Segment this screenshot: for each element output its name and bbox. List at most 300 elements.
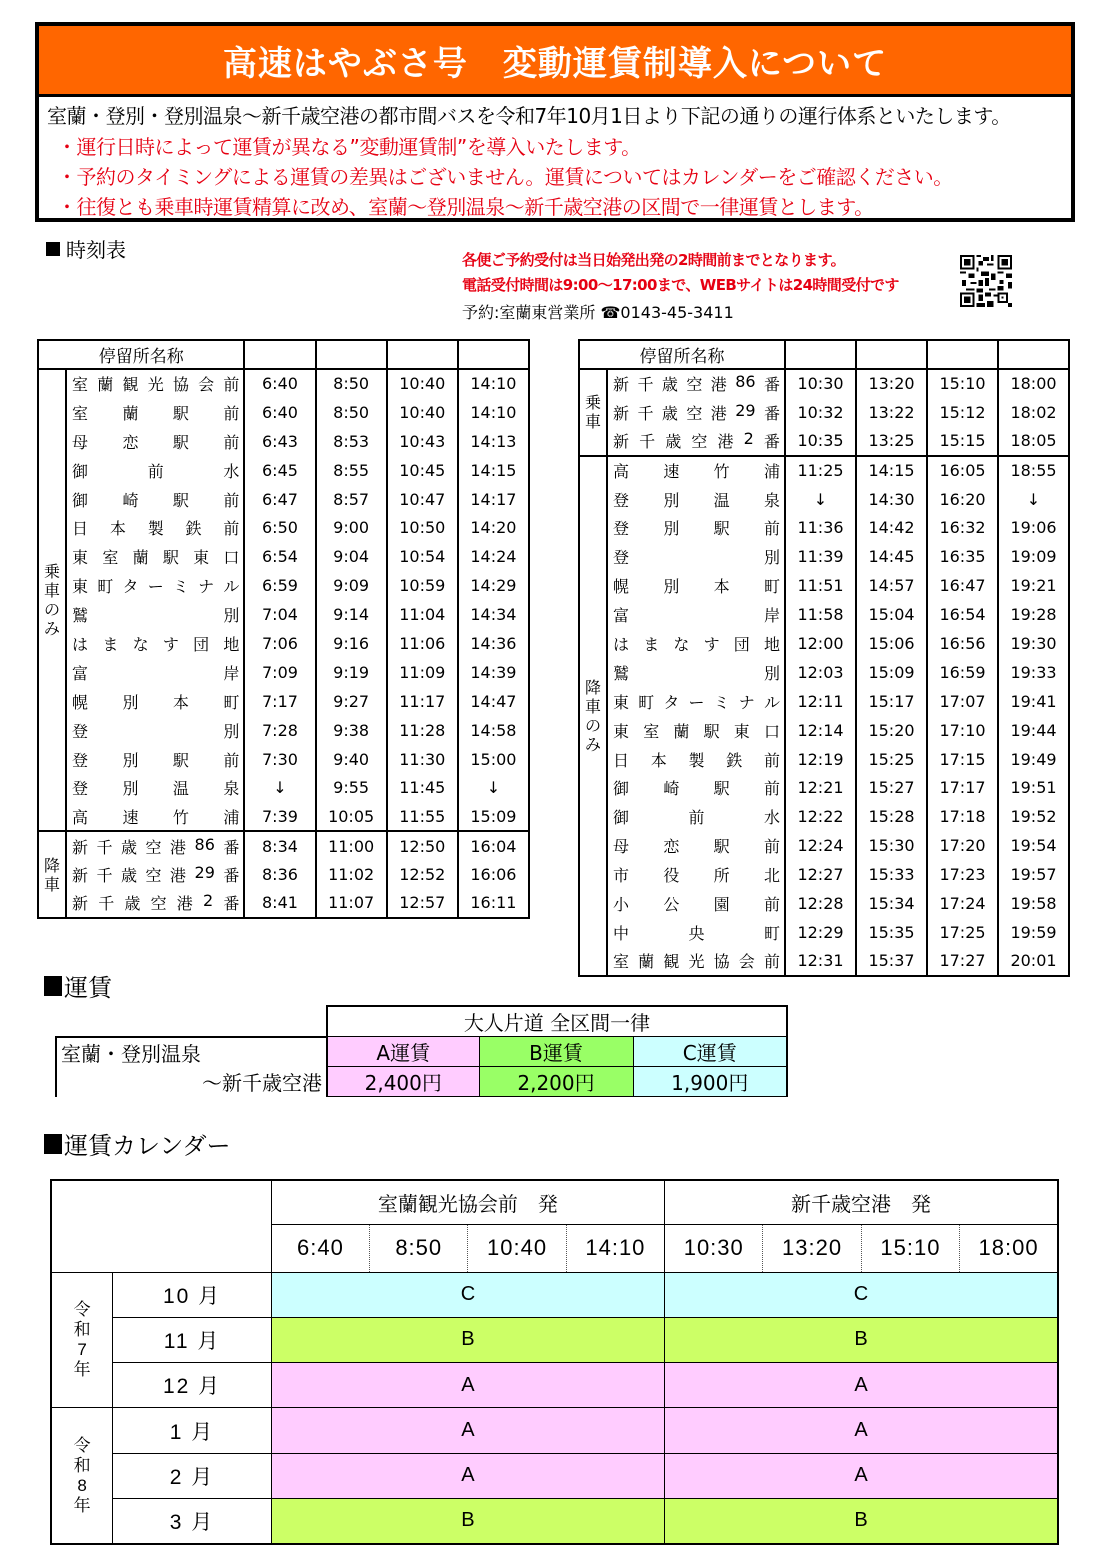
notice-box [35,22,1075,222]
departure-time-cell: 14:34 [458,600,529,629]
stop-name-char: 前 [223,519,240,539]
departure-time-cell: 13:25 [856,427,927,456]
departure-time-cell: 14:45 [856,542,927,571]
stop-name-char: 新 [613,403,630,423]
departure-time-cell: 12:22 [785,802,856,831]
departure-time-cell: ↓ [998,485,1069,514]
stop-name-char: 公 [663,894,680,914]
departure-time-cell: 9:16 [316,629,387,658]
departure-time-cell: 19:30 [998,629,1069,658]
departure-time-cell: 16:05 [927,456,998,485]
departure-time-cell: 14:30 [856,485,927,514]
group-label-char: 乗 [44,562,61,582]
table-row [38,513,529,542]
stop-name-char: 製 [147,519,164,539]
stop-name-char: 団 [193,634,210,654]
stop-name-char: 小 [613,894,630,914]
stop-name-char: 港 [710,403,727,423]
stop-name [607,513,785,542]
departure-chitose: 新千歳空港 発 [665,1180,1058,1224]
time-header [458,340,529,369]
stop-name-char: 町 [223,692,240,712]
stop-name-char: 観 [122,375,139,395]
stop-name-char: 空 [150,894,167,914]
stop-name [66,716,244,745]
stop-name-char: な [132,634,149,654]
departure-time-cell: 11:25 [785,456,856,485]
stop-name-char: 歳 [661,403,678,423]
departure-time-cell: 8:53 [316,427,387,456]
stop-name [607,485,785,514]
departure-time-cell: 10:30 [785,369,856,398]
departure-time-cell: 10:45 [387,456,458,485]
stop-name-char: 所 [713,866,730,886]
table-row [579,456,1069,485]
stop-name-char: 央 [688,923,705,943]
stop-name-char: 本 [172,692,189,712]
departure-time-cell: 15:15 [927,427,998,456]
fare-header: 大人片道 全区間一律 [327,1006,787,1037]
era-char: 令 [73,1435,91,1455]
era-label [51,1408,113,1544]
departure-time: 18:00 [960,1224,1058,1272]
stop-name-char: タ [663,692,680,712]
departure-time-cell: ↓ [244,773,315,802]
stop-name-char: ミ [172,577,189,597]
table-row [579,831,1069,860]
table-row [38,485,529,514]
departure-time: 14:10 [566,1224,664,1272]
departure-time-cell: 16:54 [927,600,998,629]
stop-name-char: 地 [223,634,240,654]
stop-name [607,369,785,398]
stop-name [607,629,785,658]
table-row [38,860,529,889]
departure-time-cell: 8:55 [316,456,387,485]
stop-name-char: 協 [172,375,189,395]
stop-name-char: 歳 [665,432,682,452]
departure-time-cell: 7:09 [244,658,315,687]
table-row [579,571,1069,600]
departure-time-cell: 15:25 [856,745,927,774]
boarding-group-label [38,831,66,918]
fare-price-b: 2,200円 [479,1067,633,1097]
departure-time-cell: 19:57 [998,860,1069,889]
stop-name-char: 岸 [223,663,240,683]
stop-name-char: 登 [72,721,89,741]
stop-name [607,802,785,831]
stop-name-char: 水 [223,461,240,481]
stop-name-char: 本 [650,750,667,770]
stop-name-char: 観 [663,952,680,972]
departure-time-cell: 9:09 [316,571,387,600]
departure-time-cell: 14:36 [458,629,529,658]
departure-muroran: 室蘭観光協会前 発 [271,1180,664,1224]
departure-time-cell: 17:20 [927,831,998,860]
stop-name-char: 室 [613,952,630,972]
stop-name-char: 会 [198,375,215,395]
stop-name-char: 浦 [763,462,780,482]
departure-time-cell: 8:50 [316,398,387,427]
departure-time-cell: 10:47 [387,485,458,514]
stop-name-char: 登 [72,779,89,799]
table-row [579,398,1069,427]
departure-time-cell: 11:04 [387,600,458,629]
departure-time-cell: 15:34 [856,889,927,918]
departure-time-cell: 17:10 [927,716,998,745]
group-label-char: 降 [584,677,601,697]
departure-time-cell: 15:09 [458,802,529,831]
departure-time-cell: 13:20 [856,369,927,398]
era-char: 和 [73,1455,91,1475]
stop-name-char: 86 [735,372,756,392]
stop-name-char: 別 [663,577,680,597]
departure-time-cell: 19:41 [998,687,1069,716]
stop-name [66,398,244,427]
stop-name-char: 市 [613,866,630,886]
departure-time-cell: 15:28 [856,802,927,831]
stop-name [66,802,244,831]
stop-name-char: な [673,634,690,654]
stop-name [66,773,244,802]
table-row [38,456,529,485]
table-row [579,889,1069,918]
stop-name-char: 日 [72,519,89,539]
stop-name-char: 鉄 [185,519,202,539]
table-row [579,947,1069,976]
stop-name-char: 東 [613,721,630,741]
fare-heading [44,968,112,1003]
stop-name-char: 番 [223,837,240,857]
stop-name-char: 室 [102,548,119,568]
group-label-char: 車 [584,412,601,432]
departure-time-cell: 15:20 [856,716,927,745]
departure-time-cell: 19:49 [998,745,1069,774]
departure-time: 13:20 [763,1224,861,1272]
departure-time-cell: 11:51 [785,571,856,600]
stop-name-header: 停留所名称 [38,340,244,369]
departure-time-cell: 16:11 [458,889,529,918]
table-row [38,889,529,918]
stop-name-char: 登 [613,548,630,568]
month-label: 3 月 [113,1498,271,1543]
calendar-heading [44,1126,230,1161]
stop-name-char: 浦 [223,807,240,827]
stop-name [66,513,244,542]
stop-name [607,571,785,600]
era-label [51,1272,113,1408]
departure-time-cell: 14:47 [458,687,529,716]
table-row [579,369,1069,398]
stop-name-char: 番 [763,403,780,423]
stop-name-char: 町 [763,923,780,943]
departure-time-cell: 17:07 [927,687,998,716]
departure-time-cell: 6:50 [244,513,315,542]
table-row [579,629,1069,658]
stop-name [66,889,244,918]
stop-name-char: 室 [72,403,89,423]
stop-name-char: 歳 [121,837,138,857]
stop-name-char: 東 [613,692,630,712]
stop-name [607,427,785,456]
departure-time-cell: 19:44 [998,716,1069,745]
departure-time-cell: 8:41 [244,889,315,918]
departure-time-cell: 15:35 [856,918,927,947]
departure-time-cell: 11:55 [387,802,458,831]
stop-name-char: 登 [613,519,630,539]
reservation-hours: 電話受付時間は9:00～17:00まで、WEBサイトは24時間受付です [462,276,899,294]
departure-time-cell: 12:14 [785,716,856,745]
stop-name-char: 母 [613,837,630,857]
stop-name-char: 速 [663,462,680,482]
fare-type-a: A運賃 [327,1037,479,1067]
departure-time: 8:50 [370,1224,468,1272]
departure-time-cell: 6:40 [244,398,315,427]
departure-time-cell: 14:58 [458,716,529,745]
time-header [927,340,998,369]
stop-name-char: 前 [223,490,240,510]
departure-time-cell: 11:00 [316,831,387,860]
table-row [38,716,529,745]
stop-name-char: 駅 [172,490,189,510]
stop-name-char: 駅 [703,721,720,741]
stop-name-char: 富 [613,606,630,626]
stop-name-char: 竹 [713,462,730,482]
stop-name-char: 2 [202,891,214,911]
stop-name-char: 港 [170,866,187,886]
departure-time-cell: 6:59 [244,571,315,600]
notice-bullet: ・往復とも乗車時運賃精算に改め、室蘭～登別温泉～新千歳空港の区間で一律運賃とします。 [57,195,874,219]
stop-name-char: 北 [763,866,780,886]
stop-name-char: 駅 [162,548,179,568]
stop-name-char: 崎 [122,490,139,510]
stop-name [66,485,244,514]
stop-name-char: 駅 [713,519,730,539]
departure-time-cell: 9:19 [316,658,387,687]
departure-time-cell: 17:17 [927,773,998,802]
group-label-char: 車 [44,874,61,894]
departure-time-cell: 14:17 [458,485,529,514]
timetable-heading [46,234,126,263]
stop-name-char: 空 [691,432,708,452]
table-row [579,802,1069,831]
stop-name-char: 新 [613,432,630,452]
stop-name [607,658,785,687]
stop-name-char: 泉 [763,490,780,510]
stop-name-char: 幌 [613,577,630,597]
departure-time-cell: 14:39 [458,658,529,687]
departure-time-cell: 6:54 [244,542,315,571]
time-header [316,340,387,369]
departure-time-cell: 17:24 [927,889,998,918]
departure-time-cell: 15:12 [927,398,998,427]
table-row [38,687,529,716]
stop-name-char: 鷲 [72,606,89,626]
departure-time-cell: 19:09 [998,542,1069,571]
stop-name-char: 室 [72,375,89,395]
group-label-char: み [584,734,601,754]
stop-name-char: 登 [72,750,89,770]
stop-name-char: 駅 [713,837,730,857]
departure-time-cell: 18:05 [998,427,1069,456]
departure-time-cell: 10:35 [785,427,856,456]
stop-name-char: ミ [713,692,730,712]
notice-body [39,97,1071,222]
time-header [244,340,315,369]
group-label-char: 車 [44,581,61,601]
departure-time-cell: 12:11 [785,687,856,716]
stop-name [66,369,244,398]
calendar-row [51,1317,1058,1362]
stop-name-char: 高 [613,462,630,482]
stop-name-char: 新 [613,375,630,395]
departure-time-cell: 16:20 [927,485,998,514]
table-row [579,745,1069,774]
boarding-group-label [579,369,607,456]
departure-time-cell: 15:27 [856,773,927,802]
month-label: 1 月 [113,1408,271,1453]
departure-time-cell: 12:28 [785,889,856,918]
departure-time-cell: 8:36 [244,860,315,889]
departure-time-cell: 12:27 [785,860,856,889]
stop-name-char: 団 [733,634,750,654]
fare-rate-cell: A [271,1453,664,1498]
stop-name-char: 番 [223,894,240,914]
stop-name-char: 登 [613,490,630,510]
stop-name [607,716,785,745]
stop-name [607,947,785,976]
stop-name-char: 86 [194,834,215,854]
stop-name [66,687,244,716]
stop-name [607,773,785,802]
departure-time-cell: 14:42 [856,513,927,542]
stop-name-char: タ [122,577,139,597]
boarding-group-label [38,369,66,831]
fare-rate-cell: A [271,1363,664,1408]
fare-rate-cell: A [665,1408,1058,1453]
departure-time: 6:40 [271,1224,369,1272]
stop-name-char: 別 [223,606,240,626]
stop-name-char: 町 [763,577,780,597]
departure-time: 10:30 [665,1224,763,1272]
departure-time-cell: 20:01 [998,947,1069,976]
stop-name-char: 協 [713,952,730,972]
departure-time-cell: 12:52 [387,860,458,889]
stop-name-char: 千 [639,432,656,452]
departure-time-cell: 15:17 [856,687,927,716]
departure-time-cell: 19:28 [998,600,1069,629]
stop-name-char: 前 [223,375,240,395]
departure-time-cell: 16:32 [927,513,998,542]
era-char: 7 [77,1339,87,1359]
stop-name-char: 歳 [661,375,678,395]
table-row [579,687,1069,716]
departure-time-cell: 12:29 [785,918,856,947]
table-row [579,658,1069,687]
departure-time-cell: 12:24 [785,831,856,860]
departure-time-cell: 16:59 [927,658,998,687]
table-row [579,860,1069,889]
reservation-contact: 予約:室蘭東営業所 ☎0143-45-3411 [462,303,734,322]
fare-route-destination: ～新千歳空港 [56,1067,327,1097]
page-title: 高速はやぶさ号 変動運賃制導入について [39,26,1071,97]
stop-name-char: 東 [733,721,750,741]
fare-type-c: C運賃 [633,1037,787,1067]
month-label: 11 月 [113,1317,271,1362]
table-row [579,716,1069,745]
stop-name-char: 町 [638,692,655,712]
stop-name-char: 御 [72,490,89,510]
fare-rate-cell: C [271,1272,664,1317]
stop-name [607,398,785,427]
departure-time-cell: 11:30 [387,745,458,774]
departure-time-cell: 11:45 [387,773,458,802]
fare-rate-cell: B [665,1498,1058,1543]
departure-time-cell: 16:47 [927,571,998,600]
era-char: 和 [73,1319,91,1339]
table-row [38,600,529,629]
stop-name [607,918,785,947]
stop-name-char: 鉄 [726,750,743,770]
departure-time-cell: 14:13 [458,427,529,456]
departure-time-cell: 9:14 [316,600,387,629]
table-row [579,918,1069,947]
stop-name-char: 高 [72,807,89,827]
stop-name-char: ー [147,577,164,597]
group-label-char: 車 [584,696,601,716]
table-row [579,600,1069,629]
group-label-char: 乗 [584,393,601,413]
departure-time-cell: 9:38 [316,716,387,745]
stop-name [66,629,244,658]
stop-name-char: 歳 [124,894,141,914]
notice-bullet: ・運行日時によって運賃が異なる”変動運賃制”を導入いたします。 [57,135,641,159]
stop-name-char: ナ [198,577,215,597]
departure-time-cell: 9:40 [316,745,387,774]
stop-name [607,456,785,485]
fare-type-b: B運賃 [479,1037,633,1067]
table-row [579,542,1069,571]
stop-name-char: 水 [763,808,780,828]
departure-time-cell: 16:35 [927,542,998,571]
departure-time-cell: 11:17 [387,687,458,716]
stop-name-char: 口 [763,721,780,741]
qr-code-icon[interactable] [960,255,1012,307]
time-header [387,340,458,369]
square-bullet-icon [44,976,62,996]
departure-time-cell: 7:17 [244,687,315,716]
stop-name-char: す [162,634,179,654]
departure-time-cell: 10:32 [785,398,856,427]
departure-time-cell: 11:06 [387,629,458,658]
stop-name-char: 港 [710,375,727,395]
departure-time-cell: 14:29 [458,571,529,600]
stop-name [607,831,785,860]
timetable-heading-label: 時刻表 [66,238,126,262]
calendar-corner [51,1180,271,1272]
departure-time-cell: 19:06 [998,513,1069,542]
stop-name-char: 港 [717,432,734,452]
stop-name-char: 蘭 [132,548,149,568]
stop-name-char: 番 [223,866,240,886]
stop-name-char: 鷲 [613,663,630,683]
stop-name-char: 前 [763,750,780,770]
stop-name-char: 2 [743,429,754,449]
fare-rate-cell: B [271,1317,664,1362]
calendar-row [51,1363,1058,1408]
stop-name-char: 竹 [172,807,189,827]
table-row [579,485,1069,514]
